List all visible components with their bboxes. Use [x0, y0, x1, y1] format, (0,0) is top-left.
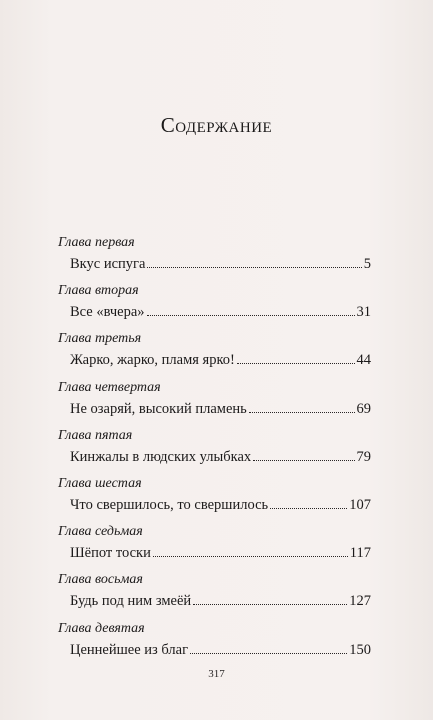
chapter-label: Глава седьмая: [58, 524, 143, 540]
chapter-label: Глава пятая: [58, 427, 133, 443]
toc-line: [70, 400, 371, 419]
dot-leader: [147, 267, 361, 268]
toc-entry: [58, 523, 371, 571]
page-reference: 150: [349, 641, 371, 658]
page-reference: 79: [356, 448, 371, 465]
page-number: 317: [208, 668, 225, 680]
page-reference: 107: [349, 496, 371, 513]
page-reference: 69: [356, 400, 371, 417]
toc-entry: [58, 427, 371, 475]
chapter-label: Глава девятая: [58, 620, 145, 636]
chapter-title: Не озаряй, высокий пламень: [70, 400, 247, 417]
toc-line: [70, 496, 371, 515]
table-of-contents: [58, 234, 371, 668]
dot-leader: [249, 412, 355, 413]
toc-entry: [58, 571, 371, 619]
toc-entry: [58, 234, 371, 282]
chapter-title: Шёпот тоски: [70, 545, 151, 562]
toc-entry: [58, 330, 371, 378]
toc-entry: [58, 379, 371, 427]
chapter-label: Глава третья: [58, 331, 142, 347]
chapter-label: Глава восьмая: [58, 572, 143, 588]
chapter-title: Жарко, жарко, пламя ярко!: [70, 352, 235, 369]
chapter-title: Что свершилось, то свершилось: [70, 496, 269, 513]
toc-line: [70, 544, 371, 563]
toc-line: [70, 303, 371, 322]
page-reference: 31: [356, 304, 371, 321]
dot-leader: [193, 604, 347, 605]
dot-leader: [253, 460, 354, 461]
dot-leader: [237, 363, 355, 364]
chapter-title: Вкус испуга: [70, 256, 146, 272]
toc-line: [70, 592, 371, 611]
page-reference: 127: [349, 593, 371, 610]
page-title: Содержание: [160, 113, 273, 137]
dot-leader: [153, 556, 348, 557]
page-reference: 5: [363, 256, 371, 272]
chapter-title: Будь под ним змеёй: [70, 593, 192, 610]
page-reference: 117: [349, 545, 371, 562]
chapter-title: Кинжалы в людских улыбках: [70, 448, 252, 465]
toc-entry: [58, 620, 371, 668]
chapter-title: Все «вчера»: [70, 304, 145, 321]
toc-line: [70, 255, 371, 274]
page-reference: 44: [356, 352, 371, 369]
chapter-label: Глава вторая: [58, 283, 139, 299]
toc-line: [70, 641, 371, 660]
dot-leader: [190, 653, 347, 654]
toc-entry: [58, 282, 371, 330]
chapter-title: Ценнейшее из благ: [70, 641, 189, 658]
toc-line: [70, 351, 371, 370]
dot-leader: [147, 315, 355, 316]
toc-line: [70, 448, 371, 467]
chapter-label: Глава шестая: [58, 475, 142, 491]
dot-leader: [270, 508, 347, 509]
chapter-label: Глава четвертая: [58, 379, 161, 395]
chapter-label: Глава первая: [58, 235, 135, 250]
toc-entry: [58, 475, 371, 523]
